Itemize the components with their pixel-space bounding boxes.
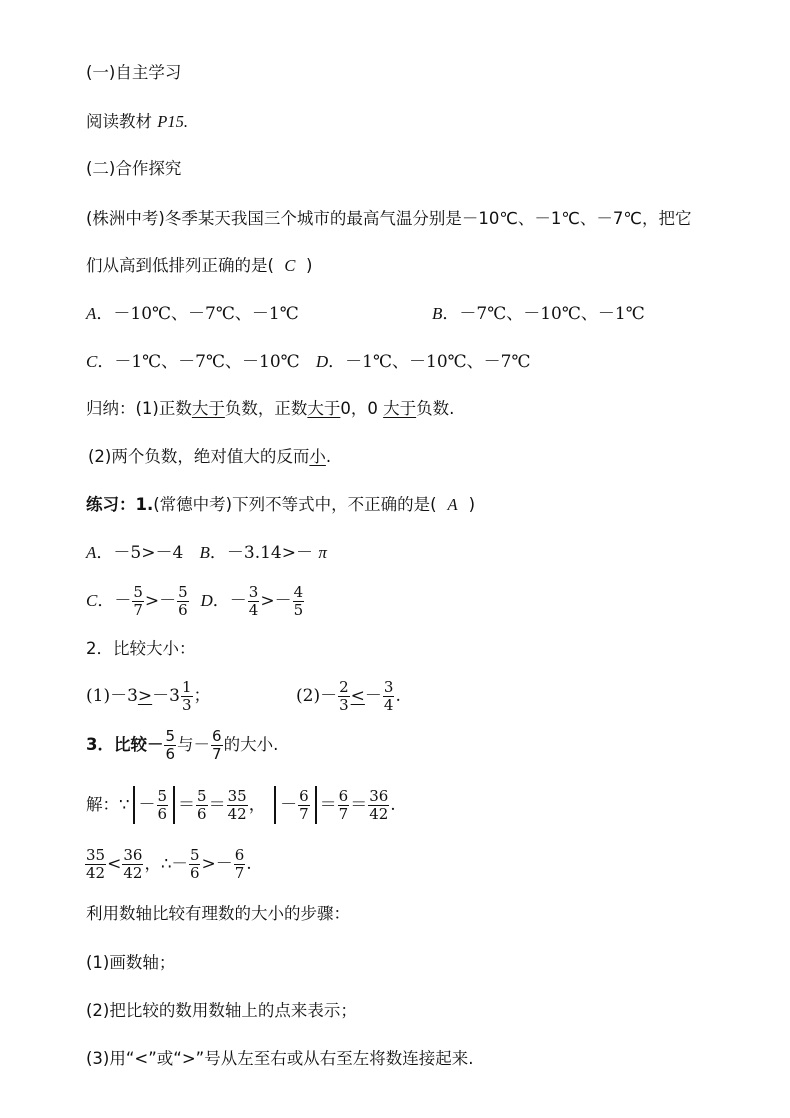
gt-sign: > (201, 854, 216, 874)
fraction-36-42: $\frac{36}{42}$ (123, 845, 143, 882)
q1-option-a-text: ．－5>－4 (96, 543, 184, 563)
q1-option-b-label: B (199, 543, 210, 562)
summary-text: (2)两个负数，绝对值大的反而 (88, 447, 310, 466)
option-b-label: B (432, 304, 443, 323)
summary-blank1: 大于 (191, 399, 225, 418)
exercise-q1-text: (常德中考)下列不等式中，不正确的是( (153, 495, 437, 514)
absolute-value-6-7: － $\frac{6}{7}$ (274, 786, 317, 824)
eq-sign: ＝ (319, 795, 337, 815)
minus-sign: － (229, 591, 247, 611)
fraction-3-4: $\frac{3}{4}$ (248, 582, 259, 619)
conclusion-text: ，∴－ (144, 854, 188, 873)
fraction-5-7: $\frac{5}{7}$ (133, 582, 143, 619)
q3-title-b: 与－ (177, 735, 211, 754)
q1-option-c-label: C (86, 591, 98, 610)
fraction-35-42: $\frac{35}{42}$ (227, 786, 247, 823)
option-d-label: D (315, 352, 329, 371)
option-cd (86, 351, 531, 373)
option-a-text: ．－10℃、－7℃、－1℃ (96, 304, 299, 324)
exercise-q1-number: 1. (135, 495, 154, 514)
q1-option-a-label: A (86, 543, 97, 562)
q1-option-c-dot: ． (97, 591, 115, 611)
period: . (395, 686, 401, 706)
exercise-q1-answer: A (447, 495, 458, 514)
step-3: (3)用“<”或“>”号从左至右或从右至左将数连接起来. (86, 1049, 474, 1068)
example-answer: C (284, 256, 296, 275)
fraction-36-42: $\frac{36}{42}$ (369, 786, 389, 823)
option-a (86, 303, 299, 325)
summary-line1 (86, 398, 454, 420)
q2-part2-text: (2)－ (296, 686, 338, 706)
minus-sign: － (215, 854, 233, 874)
exercise-q1-close: ) (468, 495, 475, 514)
fraction-4-5: $\frac{4}{5}$ (293, 582, 304, 619)
option-b-text: ．－7℃、－10℃、－1℃ (442, 304, 645, 324)
fraction-3-4: $\frac{3}{4}$ (383, 677, 394, 714)
summary-text: 负数. (416, 399, 455, 418)
semicolon: ； (193, 686, 211, 706)
step-1: (1)画数轴； (86, 953, 176, 972)
comma: ， (248, 795, 266, 815)
gt-sign: > (144, 591, 160, 611)
q2-part1-answer: > (137, 686, 153, 706)
eq-sign: ＝ (178, 795, 196, 815)
q2-part1-text-b: －3 (152, 686, 180, 706)
minus-sign: － (364, 686, 382, 706)
fraction-5-6: $\frac{5}{6}$ (178, 582, 188, 619)
eq-sign: ＝ (350, 795, 368, 815)
exercise-q2-part2 (296, 675, 401, 717)
example-question-line2 (86, 255, 312, 277)
summary-blank3: 大于 (383, 399, 417, 418)
exercise-q3-title (86, 724, 278, 766)
option-b (432, 303, 645, 325)
fraction-5-6: $\frac{5}{6}$ (197, 786, 207, 823)
eq-sign: ＝ (208, 795, 226, 815)
reading-line (86, 111, 188, 133)
minus-sign: － (114, 591, 132, 611)
reading-text: 阅读教材 (86, 112, 152, 131)
option-c-text: ．－1℃、－7℃、－10℃ (97, 352, 300, 372)
minus-sign: － (274, 591, 292, 611)
fraction-6-7: $\frac{6}{7}$ (338, 786, 349, 823)
example-question-suffix: ) (305, 256, 313, 275)
q1-option-d-label: D (200, 591, 213, 610)
summary-text: 负数，正数 (224, 399, 308, 418)
summary-text: 0，0 (340, 399, 384, 418)
solution-line2 (84, 842, 252, 886)
solution-line1 (86, 782, 396, 828)
lt-sign: < (107, 854, 122, 874)
step-2: (2)把比较的数用数轴上的点来表示； (86, 1001, 357, 1020)
gt-sign: > (260, 591, 275, 611)
section-title-cooperative: (二)合作探究 (86, 159, 182, 178)
exercise-q2-part1 (86, 675, 211, 717)
summary-blank2: 大于 (307, 399, 341, 418)
solution-label: 解：∵ (86, 795, 130, 814)
absolute-value-5-6: － $\frac{5}{6}$ (133, 786, 176, 824)
pi-symbol: π (318, 543, 327, 562)
option-d-text: ．－1℃、－10℃、－7℃ (328, 352, 531, 372)
summary-blank4: 小 (309, 447, 326, 466)
summary-text: 归纳：(1)正数 (86, 399, 192, 418)
exercise-label: 练习： (86, 495, 136, 514)
q1-option-d-dot: ． (212, 591, 230, 611)
minus-sign: － (159, 591, 177, 611)
summary-text: . (325, 447, 332, 466)
q1-option-b-text: ．－3.14>－ (209, 543, 313, 563)
period: . (390, 795, 396, 815)
exercise-q2-title: 2．比较大小： (86, 639, 196, 658)
section-title-self-study: (一)自主学习 (86, 63, 182, 82)
fraction-6-7: $\frac{6}{7}$ (212, 726, 222, 763)
q2-part1-text: (1)－3 (86, 686, 138, 706)
fraction-5-6: $\frac{5}{6}$ (165, 726, 176, 763)
fraction-35-42: $\frac{35}{42}$ (86, 845, 106, 882)
summary-line2 (88, 446, 331, 468)
fraction-1-3: $\frac{1}{3}$ (181, 677, 192, 714)
example-question-line1: (株洲中考)冬季某天我国三个城市的最高气温分别是－10℃、－1℃、－7℃，把它 (86, 209, 692, 228)
fraction-6-7: $\frac{6}{7}$ (234, 845, 245, 882)
fraction-5-6: $\frac{5}{6}$ (189, 845, 200, 882)
q3-title-c: 的大小. (223, 735, 279, 754)
option-c-label: C (86, 352, 98, 371)
q2-part2-answer: < (350, 686, 365, 706)
exercise-q1 (86, 494, 475, 516)
exercise-q1-options-ab (86, 542, 327, 564)
example-question-prefix: 们从高到低排列正确的是( (86, 256, 274, 275)
period: . (246, 854, 252, 874)
q3-title-a: 3．比较－ (86, 735, 164, 754)
steps-title: 利用数轴比较有理数的大小的步骤： (86, 904, 350, 923)
exercise-q1-options-cd (86, 580, 305, 622)
option-a-label: A (86, 304, 97, 323)
page-ref: P15. (157, 112, 188, 131)
fraction-2-3: $\frac{2}{3}$ (339, 677, 349, 714)
